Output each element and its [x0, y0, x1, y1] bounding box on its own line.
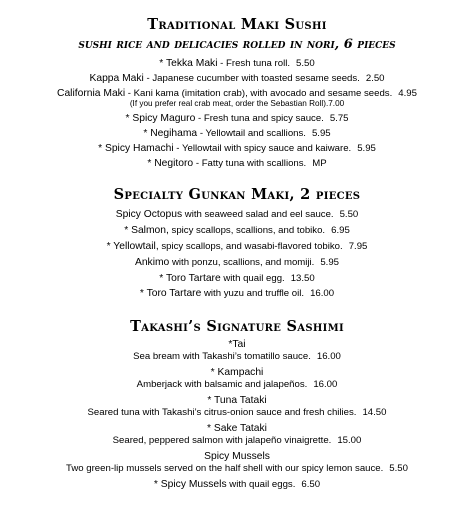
item-desc: spicy scallops, scallions, and tobiko.: [168, 224, 326, 236]
item-name: Spicy Mussels: [204, 451, 270, 463]
item-desc: with ponzu, scallions, and momiji.: [169, 256, 315, 268]
item-desc: Seared tuna with Takashi’s citrus-onion sauce and fresh chilies.: [87, 407, 357, 419]
item-price: 2.50: [365, 72, 385, 84]
item-price: 5.95: [320, 256, 340, 268]
item-price: 14.50: [362, 407, 387, 419]
item-desc-line: [0, 351, 474, 363]
sashimi-item: [0, 451, 474, 475]
item-price: 16.00: [316, 351, 341, 362]
item-desc: with quail eggs.: [226, 479, 296, 491]
section-subtitle: sushi rice and delicacies rolled in nori, 6 pieces: [78, 37, 396, 52]
menu-item: [0, 58, 474, 70]
section-title: Traditional Maki Sushi: [147, 16, 327, 33]
sashimi-item: [0, 339, 474, 363]
item-price: 6.50: [301, 479, 321, 491]
item-name: * Negitoro: [147, 157, 194, 169]
item-price: 5.75: [329, 113, 349, 125]
item-desc-line: [0, 479, 474, 491]
item-desc: spicy scallops, and wasabi-flavored tobiko.: [158, 240, 343, 252]
menu-item: [0, 73, 474, 85]
item-name: * Tuna Tataki: [207, 395, 267, 407]
item-price: 5.95: [311, 128, 331, 140]
item-price: 6.95: [331, 224, 350, 236]
menu-item: [0, 225, 474, 237]
menu-item: [0, 257, 474, 269]
item-desc-line: [0, 463, 474, 475]
item-desc: Seared, peppered salmon with jalapeño vinaigrette.: [112, 435, 332, 447]
note-text: (If you prefer real crab meat, order the Sebastian Roll).: [129, 99, 329, 109]
item-price: 5.50: [296, 58, 315, 69]
item-price: 5.95: [357, 143, 376, 155]
item-name: * Negihama: [143, 128, 198, 140]
item-name: * Salmon,: [124, 224, 169, 236]
menu-item: [0, 113, 474, 125]
item-price: 16.00: [310, 288, 335, 300]
item-name: California Maki: [57, 87, 126, 99]
item-desc: Two green-lip mussels served on the half shell with our spicy lemon sauce.: [66, 463, 384, 475]
menu-item: [0, 241, 474, 253]
sashimi-item: [0, 479, 474, 491]
item-name: *Tai: [228, 339, 246, 350]
sashimi-item: [0, 367, 474, 391]
item-desc-line: [0, 379, 474, 391]
sashimi-item: [0, 395, 474, 419]
section-traditional-maki: [0, 16, 474, 173]
item-note: [0, 99, 474, 109]
item-name: Kappa Maki: [89, 72, 144, 84]
item-desc: - Fresh tuna and spicy sauce.: [195, 113, 324, 125]
section-signature-sashimi: [0, 318, 474, 496]
menu-item: [0, 209, 474, 221]
item-price: MP: [312, 157, 327, 169]
item-price: 16.00: [313, 379, 338, 391]
item-desc: with seaweed salad and eel sauce.: [182, 209, 334, 220]
item-desc: - Yellowtail and scallions.: [197, 128, 306, 140]
item-name: Ankimo: [134, 256, 170, 268]
note-price: 7.00: [328, 99, 345, 109]
item-desc: - Yellowtail with spicy sauce and kaiware.: [173, 143, 352, 155]
menu-item: [0, 88, 474, 100]
item-price: 4.95: [398, 87, 417, 99]
item-desc: with quail egg.: [220, 272, 285, 284]
item-desc: - Fresh tuna roll.: [217, 58, 290, 69]
item-name: * Spicy Maguro: [125, 113, 196, 125]
item-price: 5.50: [339, 209, 359, 220]
item-desc-line: [0, 407, 474, 419]
item-name: Spicy Octopus: [115, 209, 183, 220]
item-name: * Spicy Hamachi: [98, 143, 174, 155]
menu-item: [0, 288, 474, 300]
item-desc: Sea bream with Takashi’s tomatillo sauce.: [133, 351, 311, 362]
item-price: 15.00: [337, 435, 362, 447]
section-gunkan-maki: [0, 186, 474, 304]
item-name: * Kampachi: [210, 367, 264, 379]
menu-item: [0, 273, 474, 285]
menu-item: [0, 158, 474, 170]
section-title: Takashi’s Signature Sashimi: [130, 318, 344, 335]
menu-item: [0, 143, 474, 155]
item-desc: - Kani kama (imitation crab), with avocado and sesame seeds.: [125, 87, 393, 99]
menu-item: [0, 128, 474, 140]
item-name: * Tekka Maki: [159, 58, 218, 69]
item-price: 5.50: [389, 463, 408, 475]
item-name: * Yellowtail,: [106, 240, 159, 252]
item-name: * Spicy Mussels: [153, 479, 227, 491]
item-desc: - Fatty tuna with scallions.: [193, 157, 307, 169]
item-desc: Amberjack with balsamic and jalapeños.: [136, 379, 308, 391]
item-name: * Toro Tartare: [159, 272, 221, 284]
item-desc: - Japanese cucumber with toasted sesame seeds.: [143, 72, 360, 84]
item-name: * Toro Tartare: [139, 288, 202, 300]
item-price: 7.95: [348, 240, 368, 252]
sashimi-item: [0, 423, 474, 447]
item-desc-line: [0, 435, 474, 447]
item-price: 13.50: [290, 272, 315, 284]
item-name: * Sake Tataki: [207, 423, 267, 435]
item-desc: with yuzu and truffle oil.: [201, 288, 305, 300]
section-title: Specialty Gunkan Maki, 2 pieces: [113, 186, 361, 203]
